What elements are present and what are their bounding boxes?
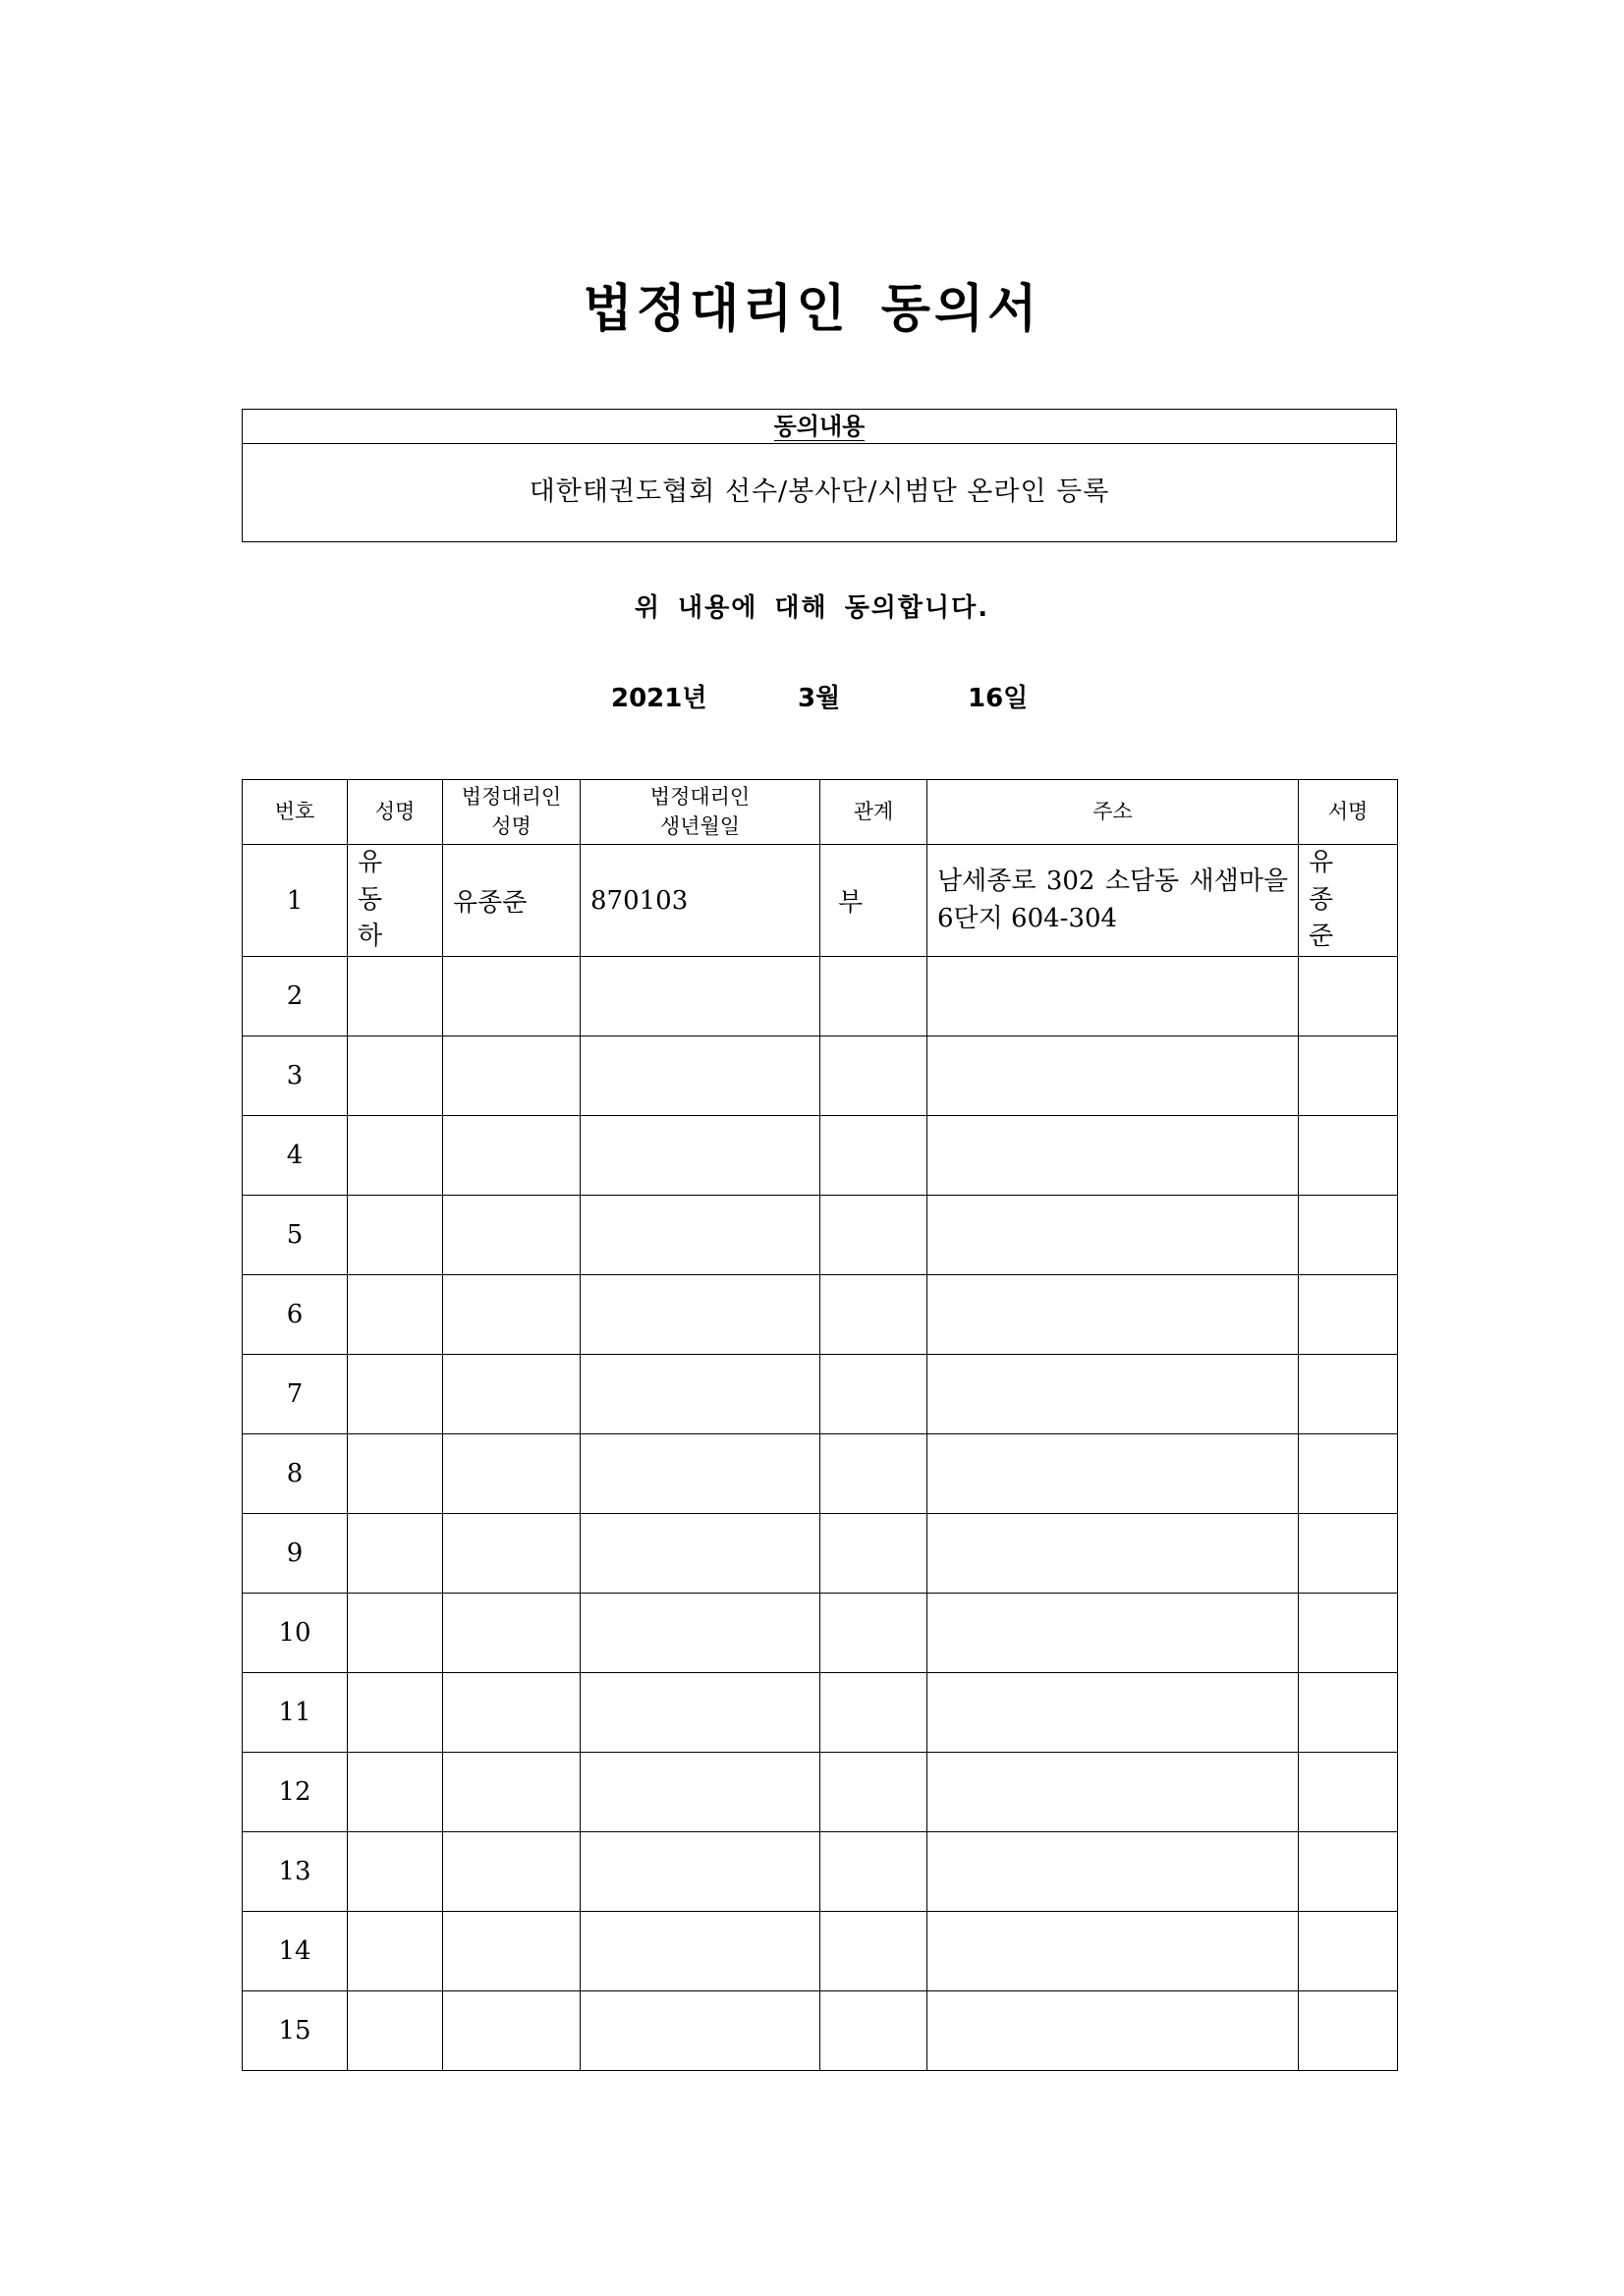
cell-guardian-birth xyxy=(581,1832,820,1912)
cell-relation xyxy=(820,1912,927,1991)
cell-signature xyxy=(1299,1275,1398,1355)
cell-address xyxy=(927,1355,1299,1434)
guardian-table xyxy=(242,779,1398,2071)
cell-signature xyxy=(1299,1753,1398,1832)
table-row xyxy=(243,1036,1398,1116)
cell-name xyxy=(348,1275,443,1355)
cell-guardian-birth xyxy=(581,1991,820,2071)
cell-name: 유 동 하 xyxy=(348,845,443,957)
cell-guardian-name xyxy=(443,1912,581,1991)
cell-number: 4 xyxy=(243,1116,348,1196)
table-row xyxy=(243,1275,1398,1355)
date-day: 16일 xyxy=(968,684,1029,713)
cell-number: 14 xyxy=(243,1912,348,1991)
cell-address xyxy=(927,1196,1299,1275)
cell-number: 8 xyxy=(243,1434,348,1514)
cell-name xyxy=(348,1196,443,1275)
cell-relation xyxy=(820,1673,927,1753)
table-row xyxy=(243,957,1398,1036)
table-row xyxy=(243,1196,1398,1275)
cell-address xyxy=(927,1594,1299,1673)
cell-name xyxy=(348,1594,443,1673)
cell-signature xyxy=(1299,1832,1398,1912)
table-row xyxy=(243,1594,1398,1673)
cell-address xyxy=(927,1275,1299,1355)
agreement-statement: 위 내용에 대해 동의합니다. xyxy=(634,593,990,623)
cell-number: 7 xyxy=(243,1355,348,1434)
cell-guardian-birth xyxy=(581,1514,820,1594)
cell-number: 1 xyxy=(243,845,348,957)
table-row xyxy=(243,1673,1398,1753)
table-row xyxy=(243,1991,1398,2071)
cell-signature xyxy=(1299,1036,1398,1116)
header-signature: 서명 xyxy=(1299,780,1398,845)
cell-guardian-name xyxy=(443,1832,581,1912)
table-row xyxy=(243,1434,1398,1514)
cell-relation xyxy=(820,1514,927,1594)
cell-name xyxy=(348,1355,443,1434)
header-relation: 관계 xyxy=(820,780,927,845)
table-row xyxy=(243,1912,1398,1991)
cell-relation xyxy=(820,1355,927,1434)
cell-number: 13 xyxy=(243,1832,348,1912)
cell-signature xyxy=(1299,1991,1398,2071)
cell-signature xyxy=(1299,1116,1398,1196)
cell-guardian-name xyxy=(443,1355,581,1434)
cell-address xyxy=(927,1514,1299,1594)
cell-guardian-birth xyxy=(581,1673,820,1753)
cell-address xyxy=(927,1753,1299,1832)
cell-signature xyxy=(1299,1196,1398,1275)
table-row xyxy=(243,1116,1398,1196)
cell-address xyxy=(927,1991,1299,2071)
cell-relation xyxy=(820,1116,927,1196)
cell-address xyxy=(927,1673,1299,1753)
cell-guardian-name xyxy=(443,1196,581,1275)
table-row xyxy=(243,1355,1398,1434)
header-name: 성명 xyxy=(348,780,443,845)
cell-name xyxy=(348,1912,443,1991)
cell-name xyxy=(348,1514,443,1594)
header-number: 번호 xyxy=(243,780,348,845)
table-header-row xyxy=(243,780,1398,845)
cell-number: 6 xyxy=(243,1275,348,1355)
cell-guardian-birth xyxy=(581,1594,820,1673)
document-title: 법정대리인 동의서 xyxy=(583,280,1041,339)
cell-guardian-birth: 870103 xyxy=(581,845,820,957)
cell-guardian-birth xyxy=(581,1196,820,1275)
cell-guardian-birth xyxy=(581,1434,820,1514)
cell-address xyxy=(927,1912,1299,1991)
cell-number: 11 xyxy=(243,1673,348,1753)
cell-signature xyxy=(1299,1912,1398,1991)
consent-content: 대한태권도협회 선수/봉사단/시범단 온라인 등록 xyxy=(529,476,1110,507)
cell-relation xyxy=(820,1275,927,1355)
cell-name xyxy=(348,1991,443,2071)
cell-address: 남세종로 302 소담동 새샘마을 6단지 604-304 xyxy=(927,845,1299,957)
cell-relation xyxy=(820,1434,927,1514)
cell-number: 12 xyxy=(243,1753,348,1832)
cell-signature: 유 종 준 xyxy=(1299,845,1398,957)
cell-signature xyxy=(1299,1594,1398,1673)
cell-address xyxy=(927,1036,1299,1116)
consent-heading: 동의내용 xyxy=(243,410,1396,444)
consent-box xyxy=(242,409,1397,542)
cell-name xyxy=(348,1673,443,1753)
cell-guardian-birth xyxy=(581,1355,820,1434)
table-row xyxy=(243,1753,1398,1832)
cell-number: 3 xyxy=(243,1036,348,1116)
cell-guardian-name xyxy=(443,1991,581,2071)
cell-relation xyxy=(820,1036,927,1116)
cell-number: 5 xyxy=(243,1196,348,1275)
cell-signature xyxy=(1299,1434,1398,1514)
cell-name xyxy=(348,1832,443,1912)
cell-relation: 부 xyxy=(820,845,927,957)
cell-guardian-name xyxy=(443,1514,581,1594)
header-guardian-birth: 법정대리인 생년월일 xyxy=(581,780,820,845)
cell-guardian-name: 유종준 xyxy=(443,845,581,957)
table-row xyxy=(243,1832,1398,1912)
date-month: 3월 xyxy=(798,684,841,713)
cell-address xyxy=(927,1434,1299,1514)
cell-guardian-birth xyxy=(581,1753,820,1832)
cell-relation xyxy=(820,957,927,1036)
cell-guardian-name xyxy=(443,1594,581,1673)
cell-address xyxy=(927,957,1299,1036)
cell-guardian-birth xyxy=(581,1275,820,1355)
cell-number: 15 xyxy=(243,1991,348,2071)
cell-guardian-birth xyxy=(581,1036,820,1116)
cell-relation xyxy=(820,1753,927,1832)
cell-guardian-name xyxy=(443,1275,581,1355)
cell-signature xyxy=(1299,1514,1398,1594)
cell-number: 9 xyxy=(243,1514,348,1594)
cell-guardian-name xyxy=(443,957,581,1036)
cell-relation xyxy=(820,1594,927,1673)
cell-number: 10 xyxy=(243,1594,348,1673)
cell-number: 2 xyxy=(243,957,348,1036)
table-row xyxy=(243,845,1398,957)
cell-relation xyxy=(820,1991,927,2071)
cell-name xyxy=(348,1434,443,1514)
header-guardian-name: 법정대리인 성명 xyxy=(443,780,581,845)
cell-guardian-birth xyxy=(581,1912,820,1991)
cell-signature xyxy=(1299,1355,1398,1434)
cell-guardian-birth xyxy=(581,957,820,1036)
table-row xyxy=(243,1514,1398,1594)
cell-signature xyxy=(1299,957,1398,1036)
cell-signature xyxy=(1299,1673,1398,1753)
cell-name xyxy=(348,1753,443,1832)
cell-guardian-birth xyxy=(581,1116,820,1196)
cell-address xyxy=(927,1116,1299,1196)
cell-guardian-name xyxy=(443,1753,581,1832)
date-year: 2021년 xyxy=(611,684,707,713)
cell-relation xyxy=(820,1832,927,1912)
cell-address xyxy=(927,1832,1299,1912)
cell-relation xyxy=(820,1196,927,1275)
cell-name xyxy=(348,957,443,1036)
cell-guardian-name xyxy=(443,1116,581,1196)
header-address: 주소 xyxy=(927,780,1299,845)
cell-guardian-name xyxy=(443,1036,581,1116)
cell-name xyxy=(348,1036,443,1116)
cell-guardian-name xyxy=(443,1673,581,1753)
cell-guardian-name xyxy=(443,1434,581,1514)
cell-name xyxy=(348,1116,443,1196)
